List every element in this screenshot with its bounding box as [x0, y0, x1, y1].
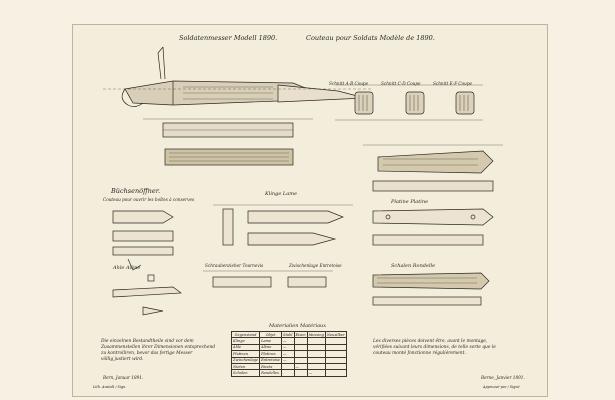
materials-table	[231, 331, 347, 377]
right-knife-closed	[363, 145, 503, 191]
header-cell: Neusilber	[326, 332, 345, 337]
side-view-2	[165, 149, 293, 165]
cell-de: Zwischenlage	[233, 358, 259, 363]
can-opener-drawing	[113, 211, 173, 270]
label-opener: Büchsenöffner.	[111, 187, 161, 195]
cell-fr: Alène	[260, 344, 282, 350]
label-section-ef: Schnitt E-F Coupe	[433, 81, 473, 86]
cell-steel	[282, 370, 295, 376]
technical-plate	[72, 24, 548, 397]
cell-iron: —	[294, 363, 307, 369]
header-cell: Stahl	[283, 332, 293, 337]
cell-fr: Lame	[260, 338, 282, 344]
cell-steel: —	[282, 344, 295, 350]
footer-date-left: Bern, Januar 1891.	[103, 375, 144, 380]
blade-drawing	[213, 205, 353, 245]
cell-de: Platinen	[232, 351, 260, 357]
cell-fr: Entretoise	[261, 358, 281, 363]
header-cell: Objet	[260, 332, 282, 338]
header-cell: Messing	[308, 332, 324, 337]
footer-small-right: Approuvé par / Signé	[483, 385, 520, 389]
awl-drawing	[113, 275, 181, 315]
note-german: Die einzelnen Bestandtheile sind vor dem Zusammenstellen ihrer Dimensionen entsprechend zu kontrolliren, bevor das fertige Messer völlig justiert wird.	[101, 339, 216, 362]
cell-brass: —	[307, 370, 325, 376]
cell-de: Ahle	[232, 344, 260, 350]
label-awl: Ahle Alène	[113, 265, 141, 271]
cell-nickel	[325, 370, 346, 376]
label-corkscrew: Zwischenlage Entretoise	[289, 263, 342, 268]
cell-fr: Rondelles	[260, 370, 282, 376]
label-grips: Schalen Rondelle	[391, 263, 436, 269]
label-screwdriver: Schraubenzieher Tournevis	[205, 263, 264, 268]
label-section-ab: Schnitt A-B Coupe	[329, 81, 369, 86]
footer-date-right: Berne, Janvier 1891.	[481, 375, 525, 380]
label-opener-fr: Couteau pour ouvrir les boîtes à conserves	[103, 197, 195, 202]
main-knife-open	[103, 47, 373, 107]
cell-steel: —	[282, 338, 295, 344]
cell-de: Nieten	[232, 363, 260, 369]
header-cell: Gegenstand	[232, 332, 260, 338]
cell-de: Schalen	[232, 370, 260, 376]
cell-steel: —	[282, 351, 295, 357]
label-blade: Klinge Lame	[265, 191, 297, 197]
scale-drawing	[373, 209, 493, 245]
footer-small-left: Lith. Anstalt / Sign.	[93, 385, 127, 389]
note-french: Les diverses pièces doivent être, avant le montage, vérifiées suivant leurs dimensions, de telle sorte que le couteau monté fonctionne régulièrement.	[373, 339, 496, 356]
grips-drawing	[373, 273, 489, 305]
title-french: Couteau pour Soldats Modèle de 1890.	[306, 34, 435, 42]
cell-fr: Rivets	[260, 363, 282, 369]
cell-fr: Platines	[260, 351, 282, 357]
title-german: Soldatenmesser Modell 1890.	[179, 34, 278, 42]
cell-iron	[294, 370, 307, 376]
cell-steel: —	[282, 357, 295, 363]
table-title: Materialien Matériaux	[269, 323, 327, 329]
cross-sections	[335, 85, 483, 120]
screwdriver-drawing	[203, 271, 333, 287]
cell-de: Klinge	[232, 338, 260, 344]
label-section-cd: Schnitt C-D Coupe	[381, 81, 421, 86]
header-cell: Eisen	[295, 332, 306, 337]
label-scale: Platine Platine	[391, 199, 429, 205]
side-view-1	[143, 119, 313, 137]
table-row	[232, 370, 347, 376]
